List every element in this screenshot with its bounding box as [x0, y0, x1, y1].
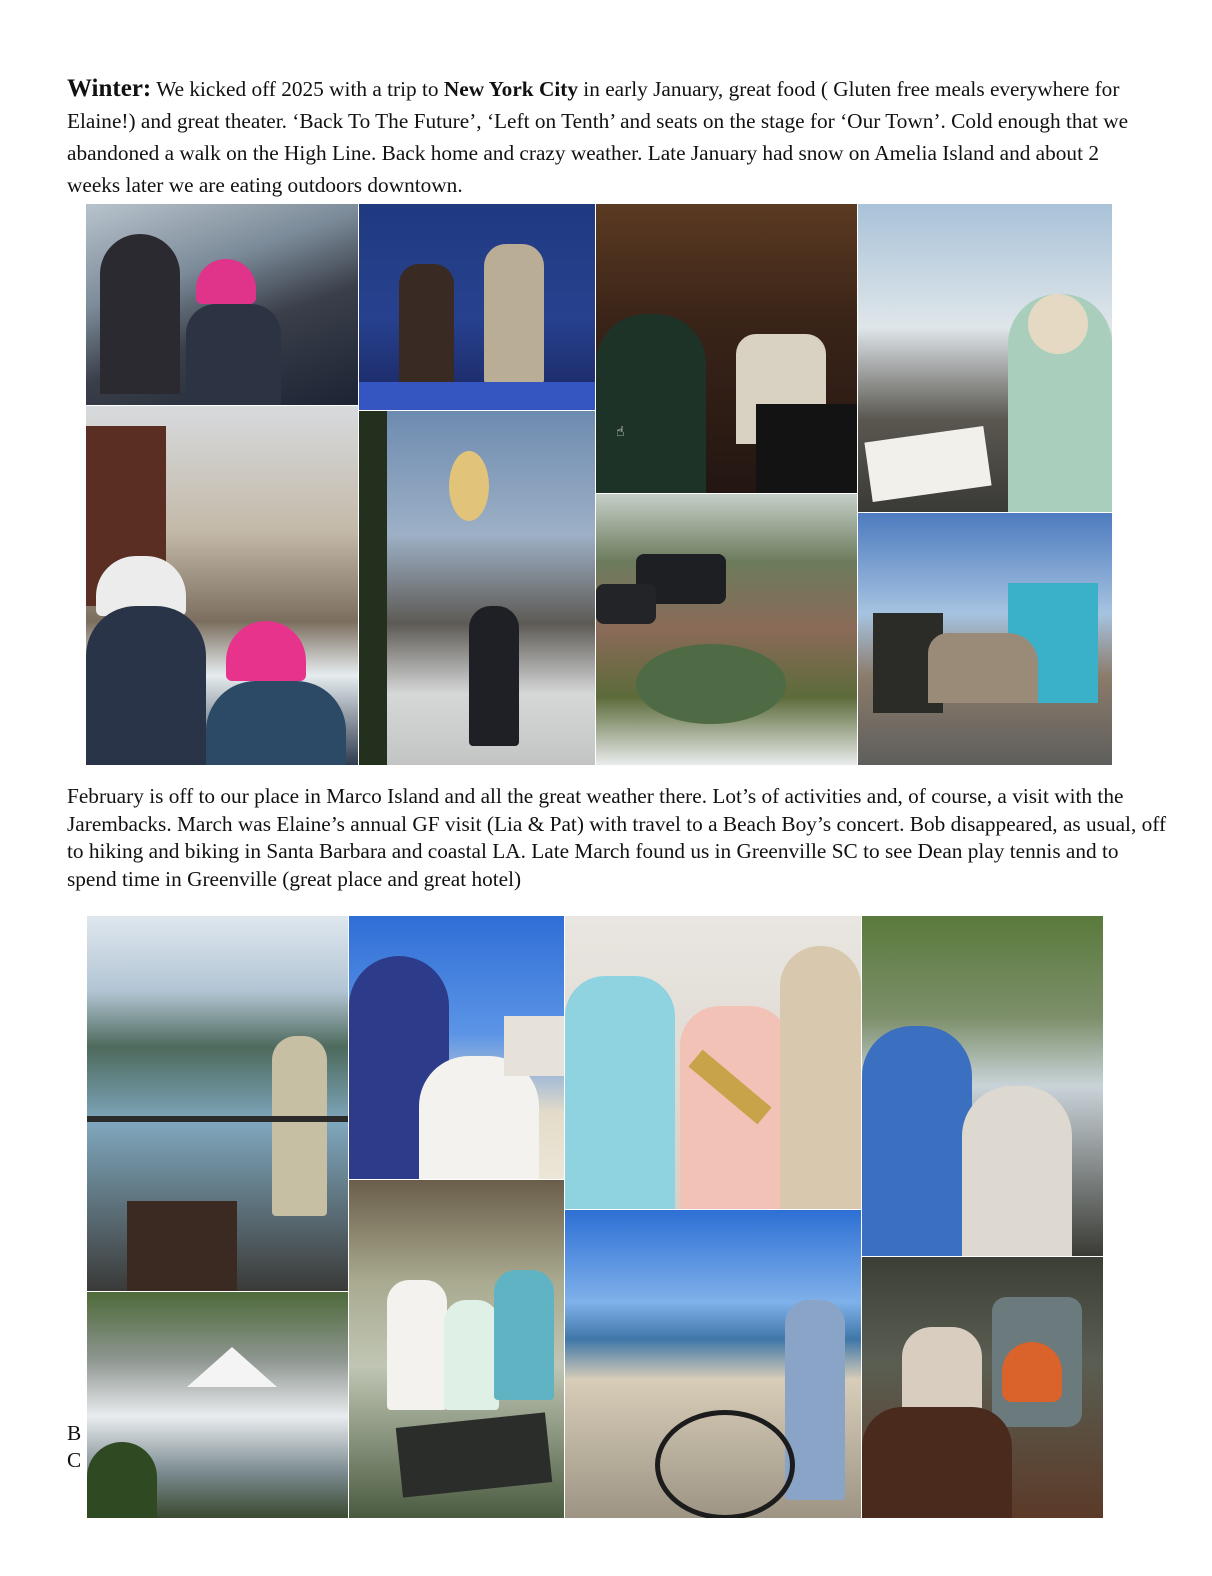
photo-building-demolition [858, 513, 1112, 765]
photo-greenville-hotel-fireplace [862, 1257, 1103, 1518]
mouse-pointer-icon: ☝ [616, 424, 625, 440]
winter-lead: Winter: [67, 75, 152, 102]
winter-text-1: We kicked off 2025 with a trip to [151, 77, 444, 101]
photo-outdoor-dining-downtown [858, 204, 1112, 512]
photo-gf-friends-sashes [565, 916, 861, 1209]
photo-nyc-selfie-overlook [86, 204, 358, 405]
photo-brookfield-atrium [359, 411, 595, 765]
photo-theater-our-town-stage [596, 204, 857, 493]
photo-friends-tennis-patio [349, 1180, 564, 1518]
partial-text-b: B [67, 1421, 82, 1445]
photo-marco-island-balcony [87, 916, 348, 1291]
photo-beach-selfie [349, 916, 564, 1179]
photo-farmers-market-aerial [87, 1292, 348, 1518]
partial-text-c: C [67, 1448, 82, 1472]
spring-paragraph: February is off to our place in Marco Island and all the great weather there. Lot’s of activities and, of course, a visit with the Jarembacks. March was Elaine’s annual GF visit (Lia & Pat) with travel to a Beach Boy’s concert. Bob disappeared, as usual, off to hiking and biking in Santa Barbara and coastal LA. Late March found us in Greenville SC to see Dean play tennis and to spend time in Greenville (great place and great hotel) [67, 784, 1167, 891]
photo-theater-back-to-future [359, 204, 595, 410]
winter-paragraph [67, 73, 1147, 201]
photo-greenville-falls-selfie [862, 916, 1103, 1256]
photo-amelia-island-snow [596, 494, 857, 765]
winter-text-2: in early January, great food ( Gluten free meals everywhere for Elaine!) and great theater. ‘Back To The Future’, ‘Left on Tenth’ and seats on the stage for ‘Our Town’. Cold enough that we abandoned a walk on the High Line. Back home and crazy weather. Late January had snow on Amelia Island and about 2 weeks later we are eating outdoors downtown. [67, 77, 1129, 197]
photo-rockefeller-rink-selfie [86, 406, 358, 765]
winter-city: New York City [443, 77, 578, 101]
photo-santa-barbara-bike [565, 1210, 861, 1518]
